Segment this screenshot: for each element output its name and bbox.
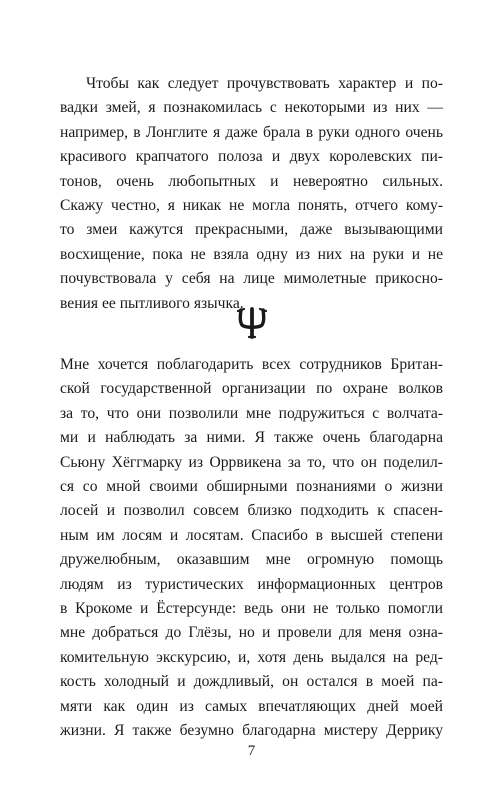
text-line: Сьюну Хёггмарку из Оррвикена за то, что он поделил- [60,453,443,471]
paragraph-acknowledgements [60,353,443,744]
text-line: жизни. Я также безумно благодарна мистеру Деррику [60,722,443,740]
text-line: ской государственной организации по охране волков [60,380,443,398]
text-line: мяти как один из самых впечатляющих дней моей [60,697,443,715]
text-line: комительную экскурсию, и, хотя день выдался на ред- [60,648,443,666]
text-line: вения ее пытливого язычка. [60,294,244,312]
text-line: Чтобы как следует прочувствовать характер и по- [86,75,443,92]
text-line: Мне хочется поблагодарить всех сотрудников Британ- [60,356,443,373]
paragraph-snakes [60,72,443,316]
text-line: лосей и позволил совсем близко подходить к спасен- [60,502,443,520]
text-line: тонов, очень любопытных и невероятно сильных. [60,172,443,190]
page-number: 7 [247,743,256,759]
text-line: людям из туристических информационных центров [60,575,443,593]
text-line: в Крокоме и Ёстерсунде: ведь они не только помогли [60,600,443,618]
text-line: восхищение, пока не взяла одну из них на руки и не [60,245,443,263]
text-line: например, в Лонглите я даже брала в руки одного очень [60,123,443,141]
text-line: красивого крапчатого полоза и двух королевских пи- [60,148,443,166]
text-line: кость холодный и дождливый, он остался в моей па- [60,673,443,691]
text-line: дружелюбным, оказавшим мне огромную помощь [60,551,443,569]
text-line: ным им лосям и лосятам. Спасибо в высшей степени [60,526,443,544]
text-line: Скажу честно, я никак не могла понять, отчего кому- [60,197,443,215]
text-line: мне добраться до Глёзы, но и провели для меня озна- [60,624,443,642]
trident-ornament-icon [233,306,271,340]
text-line: то змеи кажутся прекрасными, даже вызывающими [60,221,443,239]
text-line: ся со мной своими обширными познаниями о жизни [60,478,443,496]
text-line: за то, что они позволили мне подружиться с волчата- [60,404,443,422]
text-line: вадки змей, я познакомилась с некоторыми из них — [60,99,443,117]
text-line: ми и наблюдать за ними. Я также очень благодарна [60,429,443,447]
text-line: почувствовала у себя на лице мимолетные прикосно- [60,270,443,288]
